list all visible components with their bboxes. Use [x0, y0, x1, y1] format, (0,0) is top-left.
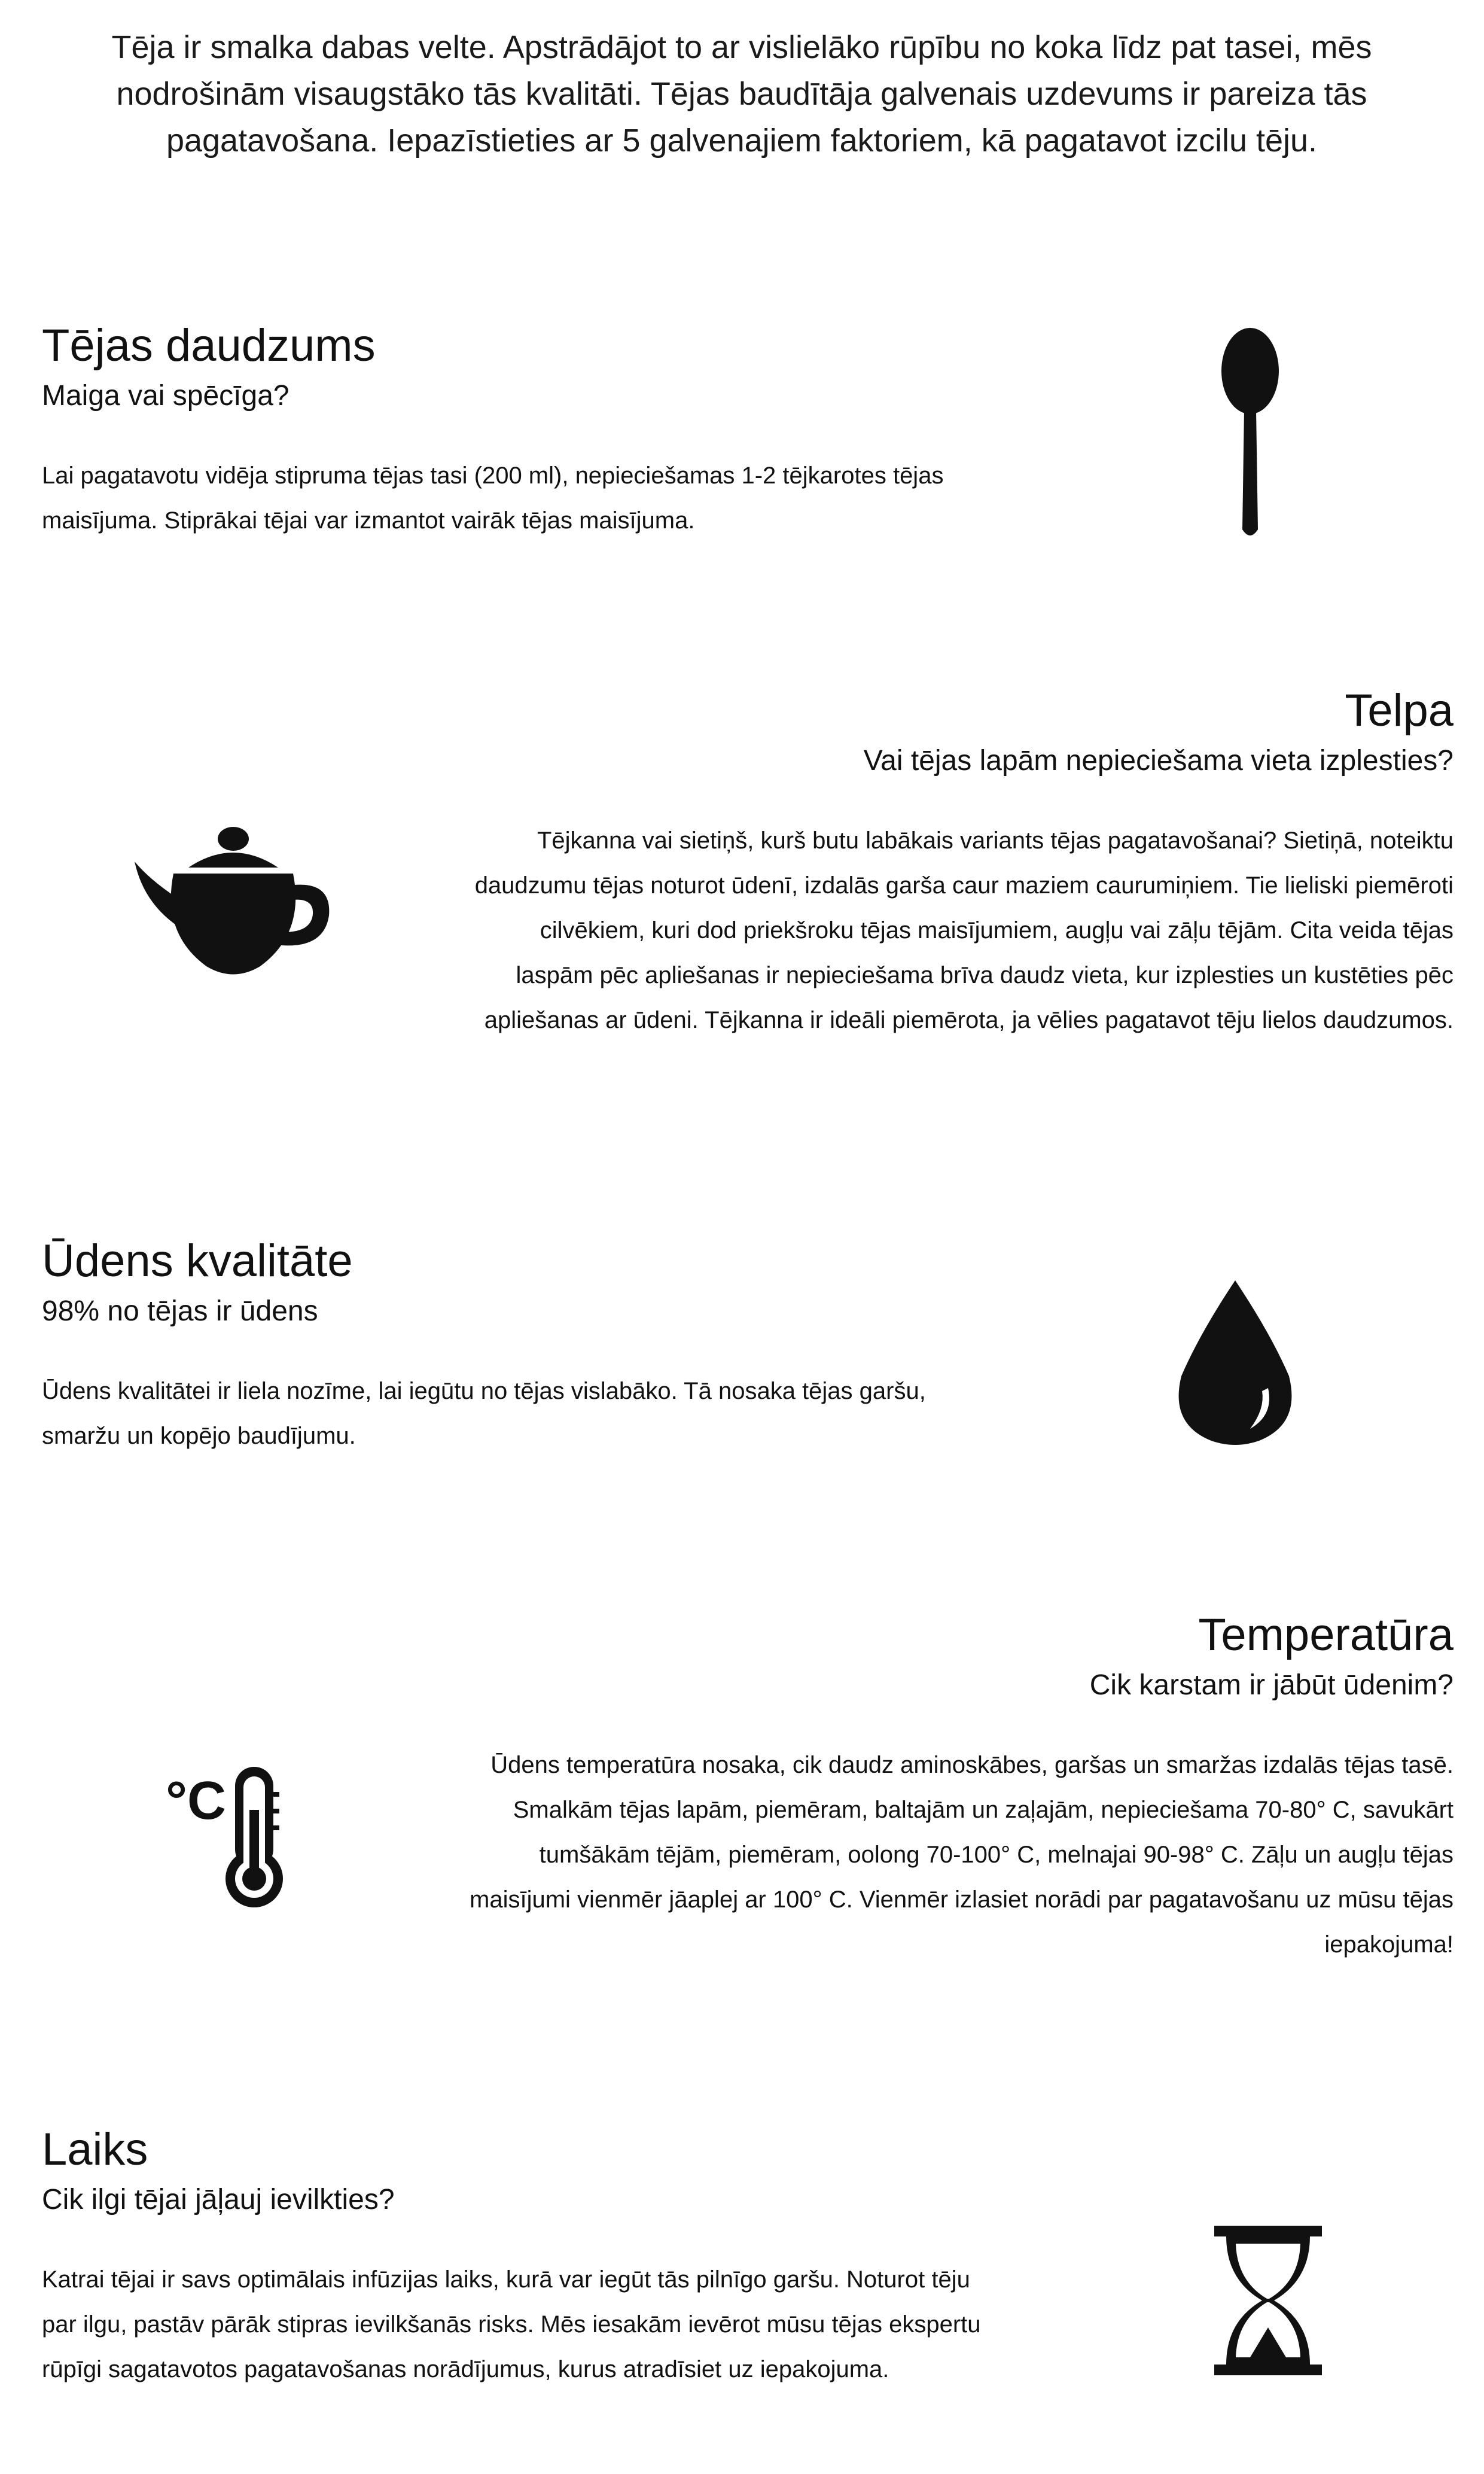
section-space	[467, 682, 1453, 1043]
section-body: Ūdens kvalitātei ir liela nozīme, lai iegūtu no tējas vislabāko. Tā nosaka tējas garšu, smaržu un kopējo baudījumu.	[42, 1378, 926, 1449]
section-subtitle: Cik karstam ir jābūt ūdenim?	[1089, 1669, 1453, 1701]
section-tea-amount	[42, 317, 1029, 543]
section-title: Temperatūra	[1198, 1609, 1453, 1660]
teapot-icon	[132, 826, 335, 981]
intro-text: Tēja ir smalka dabas velte. Apstrādājot to ar vislielāko rūpību no koka līdz pat tasei, mēs nodrošinām visaugstāko tās kvalitāti. Tējas baudītāja galvenais uzdevums ir pareiza tās pagatavošana. Iepazīstieties ar 5 galvenajiem faktoriem, kā pagatavot izcilu tēju.	[111, 29, 1372, 159]
section-body: Katrai tējai ir savs optimālais infūzijas laiks, kurā var iegūt tās pilnīgo garšu. Noturot tēju par ilgu, pastāv pārāk stipras ievilkšanās risks. Mēs iesakām ievērot mūsu tējas ekspertu rūpīgi sagatavotos pagatavošanas norādījumus, kurus atradīsiet uz iepakojuma.	[42, 2266, 981, 2382]
section-temperature	[467, 1606, 1453, 1967]
section-subtitle: Vai tējas lapām nepieciešama vieta izplesties?	[863, 745, 1453, 777]
section-title: Telpa	[1345, 685, 1453, 736]
section-body: Lai pagatavotu vidēja stipruma tējas tasi (200 ml), nepieciešamas 1-2 tējkarotes tējas maisījuma. Stiprākai tējai var izmantot vairāk tējas maisījuma.	[42, 462, 944, 534]
section-title: Ūdens kvalitāte	[42, 1236, 353, 1286]
section-time	[42, 2121, 1029, 2392]
section-body: Tējkanna vai sietiņš, kurš butu labākais variants tējas pagatavošanai? Sietiņā, noteiktu daudzumu tējas noturot ūdenī, izdalās garša caur maziem caurumiņiem. Tie lieliski piemēroti cilvēkiem, kuri dod priekšroku tējas maisījumiem, augļu vai zāļu tējām. Cita veida tējas laspām pēc apliešanas ir nepieciešama brīva daudz vieta, kur izplesties un kustēties pēc apliešanas ar ūdeni. Tējkanna ir ideāli piemērota, ja vēlies pagatavot tēju lielos daudzumos.	[474, 827, 1453, 1033]
spoon-icon	[1217, 326, 1283, 541]
section-title: Laiks	[42, 2124, 148, 2175]
section-water-quality	[42, 1233, 1029, 1459]
section-subtitle: Cik ilgi tējai jāļauj ievilkties?	[42, 2184, 395, 2216]
section-body: Ūdens temperatūra nosaka, cik daudz aminoskābes, garšas un smaržas izdalās tējas tasē. Smalkām tējas lapām, piemēram, baltajām un zaļajām, nepieciešama 70-80° C, savukārt tumšākām tējām, piemēram, oolong 70-100° C, melnajai 90-98° C. Zāļu un augļu tējas maisījumi vienmēr jāaplej ar 100° C. Vienmēr izlasiet norādi par pagatavošanu uz mūsu tējas iepakojuma!	[470, 1752, 1453, 1958]
section-subtitle: Maiga vai spēcīga?	[42, 380, 290, 412]
hourglass-icon	[1214, 2226, 1322, 2375]
water-drop-icon	[1175, 1280, 1295, 1445]
thermometer-unit-label: °C	[166, 1771, 226, 1831]
section-subtitle: 98% no tējas ir ūdens	[42, 1295, 318, 1327]
thermometer-icon	[164, 1762, 302, 1909]
section-title: Tējas daudzums	[42, 320, 376, 371]
